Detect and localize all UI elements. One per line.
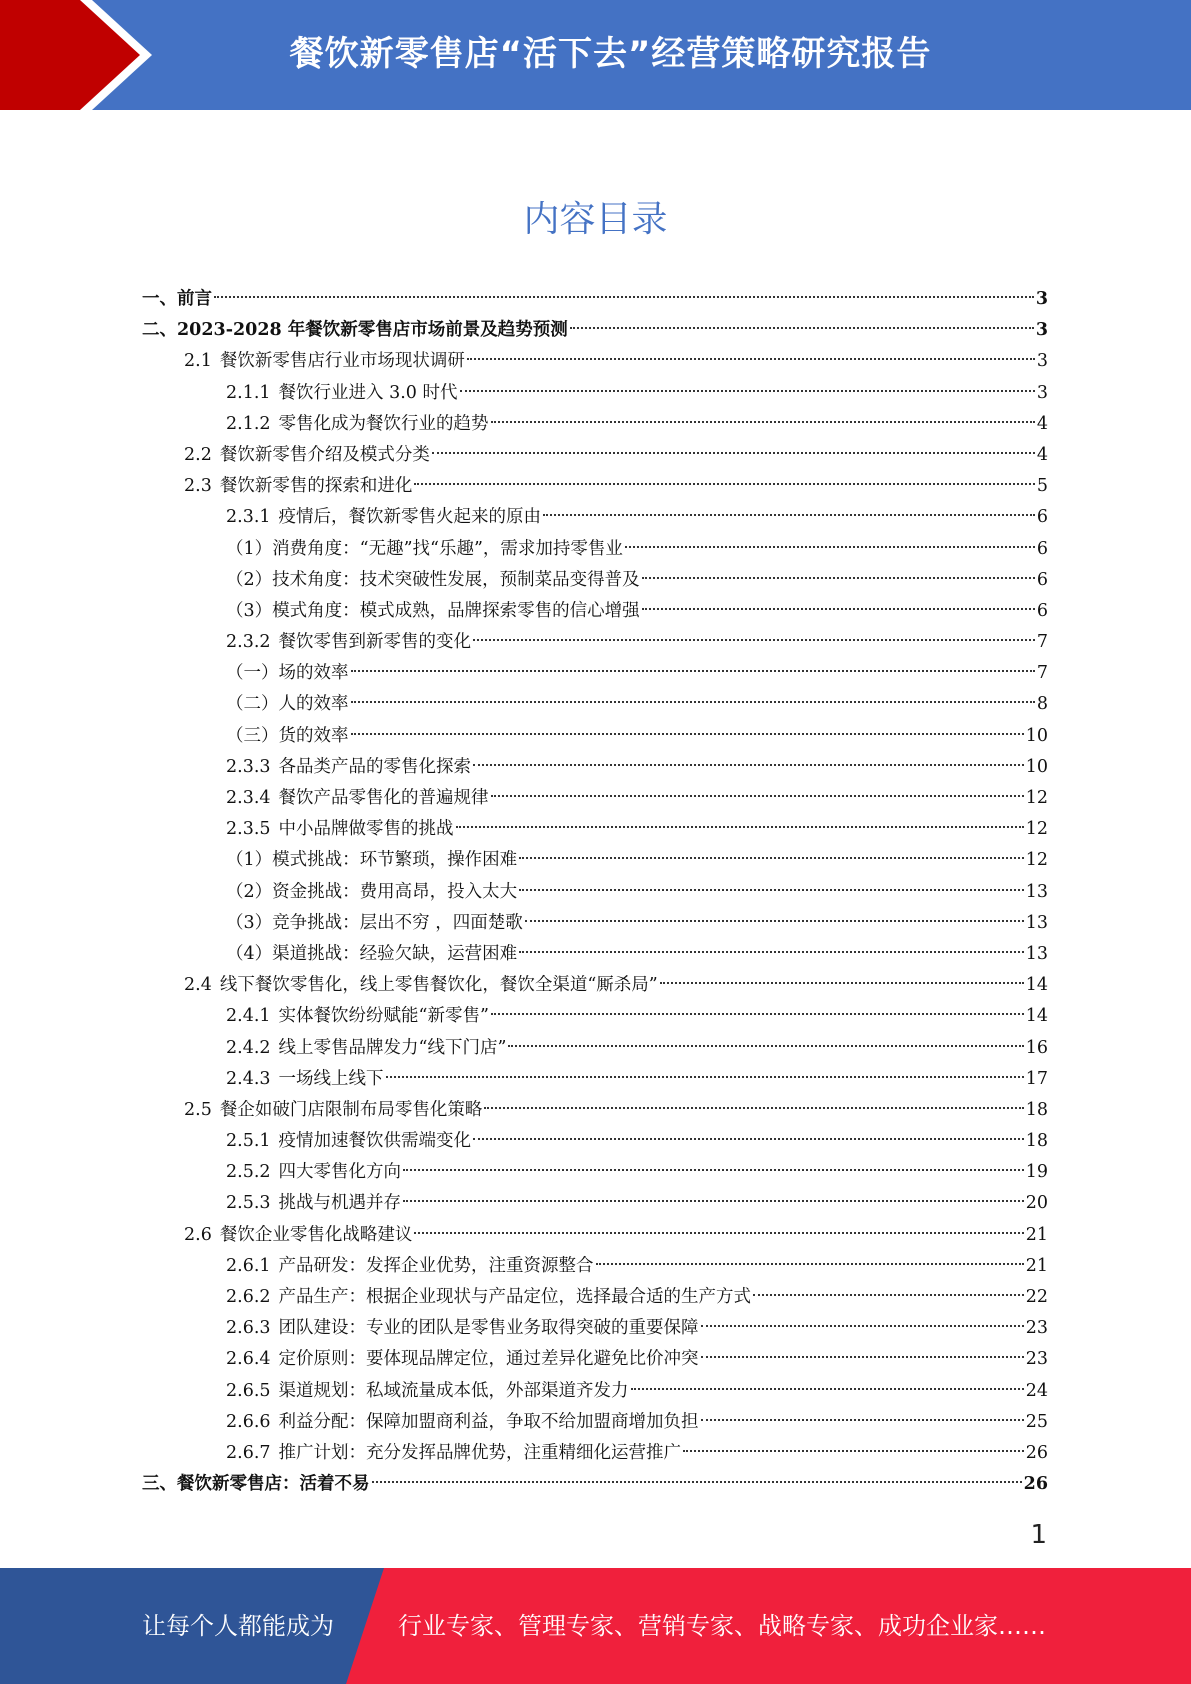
toc-entry[interactable] <box>142 783 1048 814</box>
toc-entry-label: 产品研发：发挥企业优势，注重资源整合 <box>278 1255 594 1276</box>
toc-entry-page: 12 <box>1025 850 1048 871</box>
toc-entry-label: 零售化成为餐饮行业的趋势 <box>278 413 489 434</box>
footer-slogan-left: 让每个人都能成为 <box>142 1612 334 1640</box>
toc-entry-number: 2.6 <box>184 1224 212 1245</box>
toc-leader-dots <box>683 1450 1024 1452</box>
toc-entry-label: 疫情后，餐饮新零售火起来的原由 <box>278 507 542 528</box>
toc-entry-page: 21 <box>1025 1224 1048 1245</box>
toc-entry-number: 2.3 <box>184 476 212 497</box>
toc-entry-label: 餐饮新零售的探索和进化 <box>219 476 413 497</box>
toc-entry[interactable] <box>142 658 1048 689</box>
toc-entry-label: 四大零售化方向 <box>278 1162 402 1183</box>
toc-leader-dots <box>753 1294 1024 1296</box>
toc-entry[interactable] <box>142 814 1048 845</box>
toc-heading: 内容目录 <box>523 199 668 240</box>
toc-leader-dots <box>491 795 1024 797</box>
toc-entry-page: 10 <box>1025 725 1048 746</box>
toc-entry-page: 6 <box>1036 600 1048 621</box>
toc-leader-dots <box>596 1263 1024 1265</box>
toc-entry-number: 2.3.4 <box>226 788 271 808</box>
toc-entry-number: 2.1.1 <box>226 382 271 403</box>
toc-entry-page: 6 <box>1036 507 1048 528</box>
toc-entry-label: 线上零售品牌发力“线下门店” <box>278 1037 507 1058</box>
toc-entry-number: 2.5.1 <box>226 1131 271 1152</box>
toc-entry-page: 6 <box>1036 569 1048 590</box>
toc-entry-label: 渠道规划：私域流量成本低，外部渠道齐发力 <box>278 1380 629 1401</box>
toc-entry[interactable] <box>142 1251 1048 1282</box>
toc-leader-dots <box>491 421 1035 423</box>
toc-entry-number: 2.6.3 <box>226 1318 271 1339</box>
toc-leader-dots <box>525 920 1024 922</box>
toc-entry-number: 2.1 <box>184 351 212 372</box>
toc-entry[interactable] <box>142 627 1048 658</box>
toc-entry[interactable] <box>142 502 1048 533</box>
toc-entry-page: 23 <box>1025 1349 1048 1370</box>
toc-entry[interactable] <box>142 1001 1048 1032</box>
toc-entry-label: （2）资金挑战：费用高昂，投入太大 <box>226 881 518 902</box>
toc-leader-dots <box>372 1481 1022 1483</box>
toc-leader-dots <box>508 1045 1023 1047</box>
toc-entry-page: 3 <box>1035 289 1048 309</box>
toc-entry-number: 2.4 <box>184 975 212 996</box>
toc-leader-dots <box>701 1419 1024 1421</box>
toc-entry-label: （4）渠道挑战：经验欠缺，运营困难 <box>226 943 518 964</box>
toc-entry-label: 餐饮产品零售化的普遍规律 <box>278 788 489 808</box>
toc-entry-page: 17 <box>1025 1068 1048 1089</box>
toc-entry-page: 7 <box>1036 632 1048 653</box>
toc-entry[interactable] <box>142 1407 1048 1438</box>
toc-entry-number: 2.3.1 <box>226 507 271 528</box>
toc-entry-label: 餐饮新零售介绍及模式分类 <box>219 444 430 465</box>
toc-entry-label: 餐企如破门店限制布局零售化策略 <box>219 1099 483 1120</box>
toc-leader-dots <box>473 1138 1024 1140</box>
toc-leader-dots <box>432 452 1035 454</box>
toc-leader-dots <box>570 327 1034 329</box>
toc-entry-number: 2.4.2 <box>226 1037 271 1058</box>
toc-entry-label: 一、前言 <box>142 289 212 309</box>
toc-entry-label: （1）消费角度：“无趣”找“乐趣”，需求加持零售业 <box>226 538 623 559</box>
toc-entry-label: 实体餐饮纷纷赋能“新零售” <box>278 1006 489 1027</box>
toc-entry-page: 22 <box>1025 1287 1048 1307</box>
toc-entry-number: 2.6.5 <box>226 1380 271 1401</box>
toc-leader-dots <box>351 670 1035 672</box>
toc-leader-dots <box>473 764 1024 766</box>
toc-entry-label: 中小品牌做零售的挑战 <box>278 819 454 840</box>
toc-entry-number: 2.1.2 <box>226 413 271 434</box>
toc-entry-number: 2.3.2 <box>226 632 271 653</box>
toc-entry-page: 21 <box>1025 1255 1048 1276</box>
toc-entry-page: 26 <box>1025 1442 1048 1463</box>
toc-entry[interactable] <box>142 1064 1048 1095</box>
toc-leader-dots <box>519 857 1024 859</box>
toc-leader-dots <box>642 608 1035 610</box>
toc-entry[interactable] <box>142 1376 1048 1407</box>
toc-entry-page: 3 <box>1035 320 1048 341</box>
toc-entry[interactable] <box>142 1033 1048 1064</box>
toc-leader-dots <box>631 1388 1024 1390</box>
toc-entry-number: 2.6.2 <box>226 1287 271 1307</box>
toc-entry[interactable] <box>142 378 1048 409</box>
toc-entry[interactable] <box>142 1188 1048 1219</box>
toc-entry[interactable] <box>142 970 1048 1001</box>
toc-leader-dots <box>467 358 1035 360</box>
toc-entry[interactable] <box>142 1344 1048 1375</box>
toc-entry-label: 挑战与机遇并存 <box>278 1193 402 1214</box>
toc-entry-page: 3 <box>1036 351 1048 372</box>
toc-entry-page: 7 <box>1036 663 1048 684</box>
toc-entry-page: 18 <box>1025 1099 1048 1120</box>
toc-entry[interactable] <box>142 596 1048 627</box>
toc-entry-page: 5 <box>1036 476 1048 497</box>
toc-entry[interactable] <box>142 440 1048 471</box>
toc-entry-page: 18 <box>1025 1131 1048 1152</box>
toc-leader-dots <box>519 951 1024 953</box>
toc-leader-dots <box>386 1076 1024 1078</box>
toc-entry[interactable] <box>142 1126 1048 1157</box>
toc-entry-page: 23 <box>1025 1318 1048 1339</box>
toc-entry-label: （2）技术角度：技术突破性发展，预制菜品变得普及 <box>226 569 640 590</box>
toc-entry[interactable] <box>142 689 1048 720</box>
toc-entry-page: 4 <box>1036 444 1048 465</box>
toc-entry-number: 2.3.5 <box>226 819 271 840</box>
toc-entry[interactable] <box>142 1157 1048 1188</box>
toc-leader-dots <box>473 639 1035 641</box>
toc-entry-page: 6 <box>1036 538 1048 559</box>
toc-entry-number: 2.5.3 <box>226 1193 271 1214</box>
toc-entry-page: 24 <box>1025 1380 1048 1401</box>
toc-entry-label: 餐饮行业进入 3.0 时代 <box>278 382 458 403</box>
toc-entry[interactable] <box>142 1313 1048 1344</box>
toc-entry-label: （3）模式角度：模式成熟，品牌探索零售的信心增强 <box>226 600 640 621</box>
toc-entry[interactable] <box>142 845 1048 876</box>
toc-entry[interactable] <box>142 1220 1048 1251</box>
toc-entry[interactable] <box>142 1095 1048 1126</box>
toc-entry-page: 20 <box>1025 1193 1048 1214</box>
toc-entry[interactable] <box>142 471 1048 502</box>
toc-entry-label: 二、2023-2028 年餐饮新零售店市场前景及趋势预测 <box>142 320 568 341</box>
toc-leader-dots <box>414 1232 1023 1234</box>
toc-entry[interactable] <box>142 284 1048 315</box>
toc-entry-page: 13 <box>1025 943 1048 964</box>
toc-entry[interactable] <box>142 1469 1048 1500</box>
toc-entry-number: 2.4.3 <box>226 1068 271 1089</box>
toc-entry-label: 推广计划：充分发挥品牌优势，注重精细化运营推广 <box>278 1442 682 1463</box>
toc-entry-label: 定价原则：要体现品牌定位，通过差异化避免比价冲突 <box>278 1349 699 1370</box>
toc-leader-dots <box>351 733 1024 735</box>
toc-entry-label: 餐饮企业零售化战略建议 <box>219 1224 413 1245</box>
toc-entry-label: 疫情加速餐饮供需端变化 <box>278 1131 472 1152</box>
toc-entry[interactable] <box>142 1282 1048 1313</box>
toc-leader-dots <box>491 1013 1024 1015</box>
toc-entry[interactable] <box>142 877 1048 908</box>
toc-entry-number: 2.5.2 <box>226 1162 271 1183</box>
toc-leader-dots <box>214 296 1034 298</box>
toc-entry-page: 8 <box>1036 694 1048 715</box>
toc-entry-label: 利益分配：保障加盟商利益，争取不给加盟商增加负担 <box>278 1411 699 1432</box>
header-banner <box>0 0 1191 110</box>
toc-entry[interactable] <box>142 939 1048 970</box>
table-of-contents <box>142 284 1048 1500</box>
toc-leader-dots <box>414 483 1035 485</box>
toc-entry[interactable] <box>142 721 1048 752</box>
toc-entry-number: 2.5 <box>184 1099 212 1120</box>
toc-entry-label: 餐饮新零售店行业市场现状调研 <box>219 351 465 372</box>
toc-entry-number: 2.6.6 <box>226 1411 271 1432</box>
toc-leader-dots <box>701 1356 1024 1358</box>
toc-entry-label: （三）货的效率 <box>226 725 349 746</box>
toc-entry-label: 三、餐饮新零售店：活着不易 <box>142 1474 370 1495</box>
toc-leader-dots <box>351 701 1035 703</box>
toc-entry[interactable] <box>142 534 1048 565</box>
toc-leader-dots <box>701 1325 1024 1327</box>
toc-entry-page: 14 <box>1025 975 1048 996</box>
toc-leader-dots <box>625 546 1035 548</box>
toc-entry-label: 产品生产：根据企业现状与产品定位，选择最合适的生产方式 <box>278 1287 752 1307</box>
toc-entry-label: 团队建设：专业的团队是零售业务取得突破的重要保障 <box>278 1318 699 1339</box>
toc-entry-label: （二）人的效率 <box>226 694 349 715</box>
toc-leader-dots <box>660 982 1024 984</box>
toc-entry[interactable] <box>142 1438 1048 1469</box>
toc-entry-label: （1）模式挑战：环节繁琐，操作困难 <box>226 850 518 871</box>
toc-entry-label: （3）竞争挑战：层出不穷 ，四面楚歌 <box>226 912 523 933</box>
toc-entry-label: 线下餐饮零售化，线上零售餐饮化，餐饮全渠道“厮杀局” <box>219 975 658 996</box>
toc-entry-label: （一）场的效率 <box>226 663 349 684</box>
toc-entry[interactable] <box>142 315 1048 346</box>
page-number: 1 <box>1030 1520 1047 1550</box>
toc-entry[interactable] <box>142 752 1048 783</box>
toc-entry-page: 12 <box>1025 819 1048 840</box>
toc-entry[interactable] <box>142 409 1048 440</box>
toc-entry-number: 2.4.1 <box>226 1006 271 1027</box>
toc-entry-number: 2.6.7 <box>226 1442 271 1463</box>
toc-entry-label: 餐饮零售到新零售的变化 <box>278 632 472 653</box>
toc-entry[interactable] <box>142 346 1048 377</box>
toc-entry-number: 2.3.3 <box>226 756 271 777</box>
toc-entry-page: 4 <box>1036 413 1048 434</box>
toc-entry[interactable] <box>142 908 1048 939</box>
toc-entry-page: 26 <box>1023 1474 1048 1495</box>
toc-entry-number: 2.6.4 <box>226 1349 271 1370</box>
toc-leader-dots <box>403 1200 1024 1202</box>
toc-leader-dots <box>543 514 1035 516</box>
footer-slogan-right: 行业专家、管理专家、营销专家、战略专家、成功企业家…… <box>398 1612 1046 1640</box>
toc-entry-page: 25 <box>1025 1411 1048 1432</box>
toc-entry-page: 3 <box>1036 382 1048 403</box>
toc-entry-page: 12 <box>1025 788 1048 808</box>
toc-entry-page: 13 <box>1025 881 1048 902</box>
toc-leader-dots <box>460 390 1035 392</box>
toc-entry-label: 各品类产品的零售化探索 <box>278 756 472 777</box>
toc-entry-page: 13 <box>1025 912 1048 933</box>
report-title: 餐饮新零售店“活下去”经营策略研究报告 <box>289 34 932 74</box>
toc-leader-dots <box>456 826 1024 828</box>
toc-leader-dots <box>642 577 1035 579</box>
toc-leader-dots <box>484 1107 1023 1109</box>
toc-entry-page: 16 <box>1025 1037 1048 1058</box>
header-red-chevron <box>0 0 160 110</box>
toc-entry-page: 19 <box>1025 1162 1048 1183</box>
footer-banner <box>0 1568 1191 1684</box>
toc-entry[interactable] <box>142 565 1048 596</box>
toc-entry-page: 14 <box>1025 1006 1048 1027</box>
toc-entry-label: 一场线上线下 <box>278 1068 384 1089</box>
toc-leader-dots <box>403 1169 1024 1171</box>
toc-entry-number: 2.2 <box>184 444 212 465</box>
toc-entry-page: 10 <box>1025 756 1048 777</box>
toc-entry-number: 2.6.1 <box>226 1255 271 1276</box>
toc-leader-dots <box>519 889 1024 891</box>
